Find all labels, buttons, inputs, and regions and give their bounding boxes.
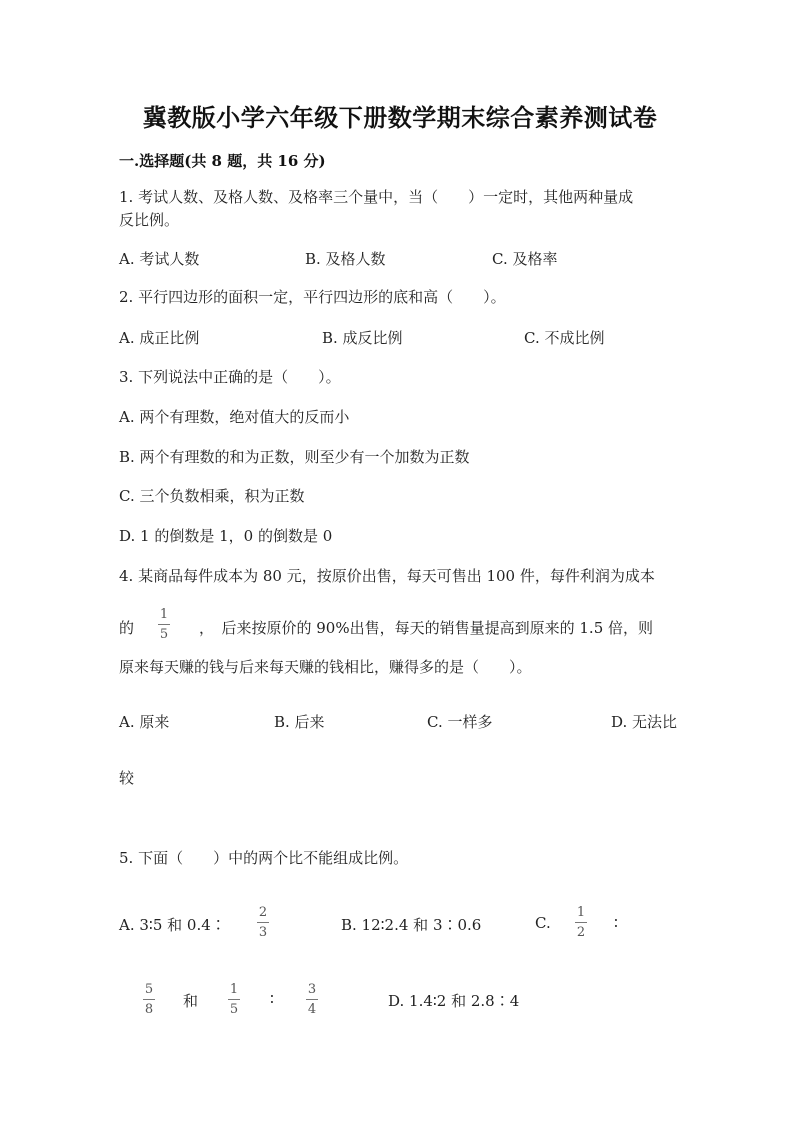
fraction-denominator: 2 bbox=[576, 925, 586, 940]
question-4-stem-line3: 原来每天赚的钱与后来每天赚的钱相比，赚得多的是（ ）。 bbox=[119, 658, 532, 676]
fraction-numerator: 1 bbox=[229, 982, 239, 997]
question-5-stem: 5. 下面（ ）中的两个比不能组成比例。 bbox=[119, 849, 409, 867]
fraction-denominator: 3 bbox=[258, 925, 268, 940]
question-1-stem-line2: 反比例。 bbox=[119, 211, 180, 229]
question-3-option-b: B. 两个有理数的和为正数，则至少有一个加数为正数 bbox=[119, 448, 470, 466]
question-3-option-c: C. 三个负数相乘，积为正数 bbox=[119, 487, 305, 505]
fraction-denominator: 8 bbox=[144, 1002, 154, 1017]
fraction-one-fifth-b bbox=[228, 982, 240, 1017]
fraction-numerator: 1 bbox=[159, 607, 169, 622]
question-4-stem-line1: 4. 某商品每件成本为 80 元，按原价出售，每天可售出 100 件，每件利润为成本 bbox=[119, 567, 655, 585]
fraction-one-fifth bbox=[158, 607, 170, 642]
question-2-option-b: B. 成反比例 bbox=[322, 329, 403, 347]
ratio-colon-2: ∶ bbox=[270, 990, 274, 1008]
fraction-three-quarters bbox=[306, 982, 318, 1017]
question-5-option-c-label: C. bbox=[535, 914, 551, 932]
and-text: 和 bbox=[183, 992, 199, 1010]
question-4-option-a: A. 原来 bbox=[119, 713, 170, 731]
question-4-option-d: D. 无法比 bbox=[611, 713, 678, 731]
question-5-option-a: A. 3∶5 和 0.4∶ bbox=[119, 916, 226, 934]
question-3-option-a: A. 两个有理数，绝对值大的反而小 bbox=[119, 408, 350, 426]
fraction-two-thirds bbox=[257, 905, 269, 940]
fraction-bar bbox=[143, 999, 155, 1000]
ratio-colon: ∶ bbox=[614, 914, 618, 932]
section-heading: 一.选择题(共 8 题，共 16 分) bbox=[119, 152, 326, 170]
fraction-bar bbox=[158, 624, 170, 625]
question-4-option-b: B. 后来 bbox=[274, 713, 325, 731]
fraction-denominator: 5 bbox=[229, 1002, 239, 1017]
question-4-stem-line2-start: 的 bbox=[119, 619, 135, 637]
fraction-bar bbox=[306, 999, 318, 1000]
fraction-five-eighths bbox=[143, 982, 155, 1017]
fraction-denominator: 4 bbox=[307, 1002, 317, 1017]
fraction-one-half bbox=[575, 905, 587, 940]
question-4-option-c: C. 一样多 bbox=[427, 713, 493, 731]
question-5-option-b: B. 12∶2.4 和 3∶0.6 bbox=[341, 916, 482, 934]
question-3-option-d: D. 1 的倒数是 1，0 的倒数是 0 bbox=[119, 527, 333, 545]
question-1-option-c: C. 及格率 bbox=[492, 250, 558, 268]
fraction-bar bbox=[228, 999, 240, 1000]
fraction-numerator: 3 bbox=[307, 982, 317, 997]
question-5-option-d: D. 1.4∶2 和 2.8∶4 bbox=[388, 992, 520, 1010]
question-4-stem-line2-end: ， 后来按原价的 90%出售，每天的销售量提高到原来的 1.5 倍，则 bbox=[199, 619, 654, 637]
question-1-stem-line1: 1. 考试人数、及格人数、及格率三个量中，当（ ）一定时，其他两种量成 bbox=[119, 188, 634, 206]
fraction-bar bbox=[575, 922, 587, 923]
question-2-option-c: C. 不成比例 bbox=[524, 329, 605, 347]
fraction-numerator: 5 bbox=[144, 982, 154, 997]
question-3-stem: 3. 下列说法中正确的是（ ）。 bbox=[119, 368, 341, 386]
fraction-bar bbox=[257, 922, 269, 923]
fraction-denominator: 5 bbox=[159, 627, 169, 642]
fraction-numerator: 1 bbox=[576, 905, 586, 920]
question-2-option-a: A. 成正比例 bbox=[119, 329, 200, 347]
question-2-stem: 2. 平行四边形的面积一定，平行四边形的底和高（ ）。 bbox=[119, 288, 506, 306]
question-1-option-a: A. 考试人数 bbox=[119, 250, 200, 268]
page-title: 冀教版小学六年级下册数学期末综合素养测试卷 bbox=[142, 103, 658, 132]
fraction-numerator: 2 bbox=[258, 905, 268, 920]
question-4-option-d-continued: 较 bbox=[119, 769, 135, 787]
question-1-option-b: B. 及格人数 bbox=[305, 250, 386, 268]
